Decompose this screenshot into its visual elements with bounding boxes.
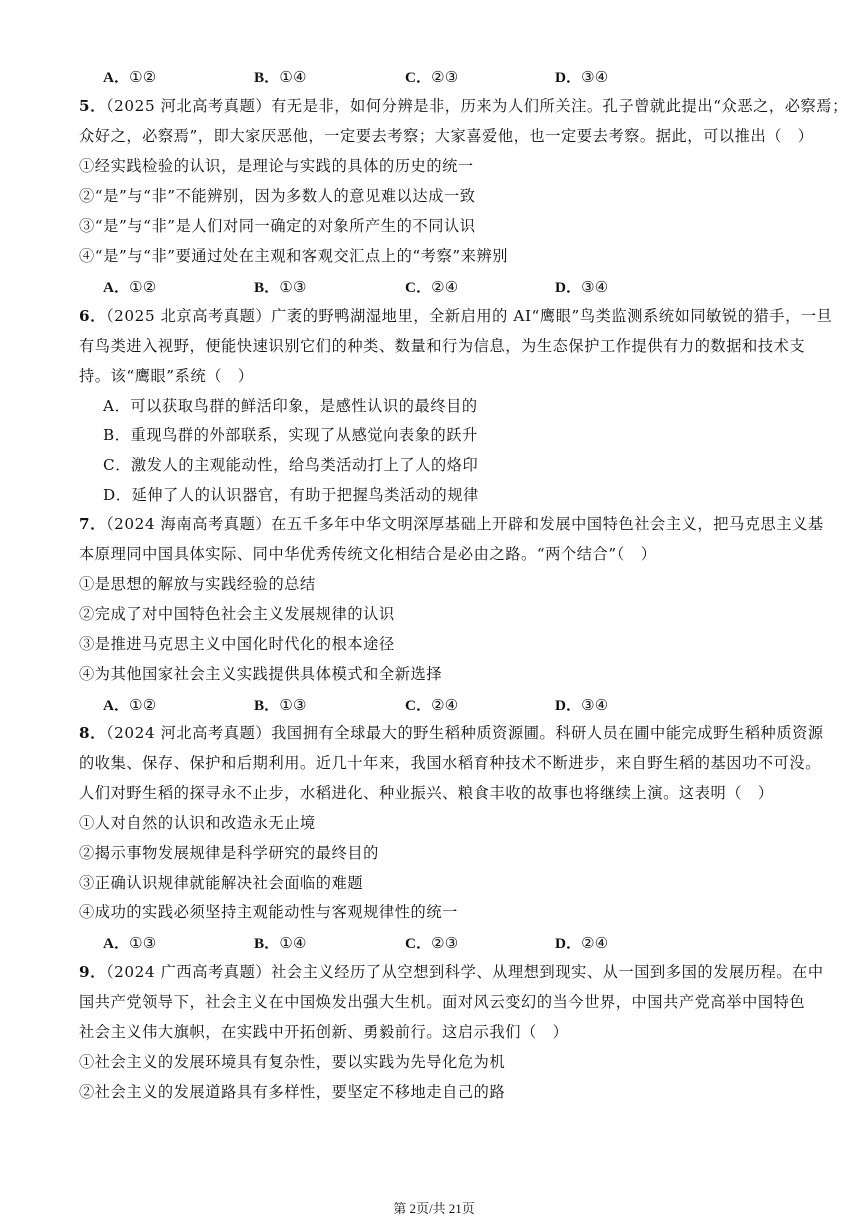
q7-options bbox=[79, 694, 799, 714]
option-b: B．①④ bbox=[254, 934, 307, 952]
q5-statement-1: ①经实践检验的认识，是理论与实践的具体的历史的统一 bbox=[79, 157, 474, 175]
q8-statement-4: ④成功的实践必须坚持主观能动性与客观规律性的统一 bbox=[79, 903, 458, 921]
option-d: D．③④ bbox=[555, 68, 609, 86]
q4-options bbox=[79, 66, 799, 86]
option-b: B．①③ bbox=[254, 278, 307, 296]
q7-statement-4: ④为其他国家社会主义实践提供具体模式和全新选择 bbox=[79, 665, 443, 683]
q9-stem-line-1: 9．（2024 广西高考真题）社会主义经历了从空想到科学、从理想到现实、从一国到多国的发展历程。在中 bbox=[79, 963, 824, 981]
q8-statement-1: ①人对自然的认识和改造永无止境 bbox=[79, 814, 316, 832]
q6-stem-line-2: 有鸟类进入视野，便能快速识别它们的种类、数量和行为信息，为生态保护工作提供有力的数据和技术支 bbox=[79, 337, 806, 355]
q5-stem-line-1: 5．（2025 河北高考真题）有无是非，如何分辨是非，历来为人们所关注。孔子曾就此提出“众恶之，必察焉； bbox=[79, 97, 848, 115]
q8-stem-line-3: 人们对野生稻的探寻永不止步，水稻进化、种业振兴、粮食丰收的故事也将继续上演。这表明（ ） bbox=[79, 784, 774, 802]
q6-choice-a: A．可以获取鸟群的鲜活印象，是感性认识的最终目的 bbox=[103, 397, 478, 415]
q7-statement-3: ③是推进马克思主义中国化时代化的根本途径 bbox=[79, 635, 395, 653]
q9-stem-line-3: 社会主义伟大旗帜，在实践中开拓创新、勇毅前行。这启示我们（ ） bbox=[79, 1023, 569, 1041]
q5-statement-4: ④“是”与“非”要通过处在主观和客观交汇点上的“考察”来辨别 bbox=[79, 247, 509, 265]
q6-choice-d: D．延伸了人的认识器官，有助于把握鸟类活动的规律 bbox=[103, 486, 479, 504]
option-c: C．②④ bbox=[405, 696, 459, 714]
q7-stem-line-1: 7．（2024 海南高考真题）在五千多年中华文明深厚基础上开辟和发展中国特色社会主义，把马克思主义基 bbox=[79, 515, 824, 533]
option-a: A．①③ bbox=[103, 934, 157, 952]
q9-statement-1: ①社会主义的发展环境具有复杂性，要以实践为先导化危为机 bbox=[79, 1053, 506, 1071]
q5-options bbox=[79, 276, 799, 296]
option-a: A．①② bbox=[103, 68, 157, 86]
option-a: A．①② bbox=[103, 278, 157, 296]
q9-statement-2: ②社会主义的发展道路具有多样性，要坚定不移地走自己的路 bbox=[79, 1083, 506, 1101]
option-a: A．①② bbox=[103, 696, 157, 714]
option-d: D．③④ bbox=[555, 278, 609, 296]
q5-statement-2: ②“是”与“非”不能辨别，因为多数人的意见难以达成一致 bbox=[79, 187, 476, 205]
q9-stem-line-2: 国共产党领导下，社会主义在中国焕发出强大生机。面对风云变幻的当今世界，中国共产党高举中国特色 bbox=[79, 993, 806, 1011]
q6-stem-line-1: 6．（2025 北京高考真题）广袤的野鸭湖湿地里，全新启用的 AI“鹰眼”鸟类监测系统如同敏锐的猎手，一旦 bbox=[79, 307, 833, 325]
q5-statement-3: ③“是”与“非”是人们对同一确定的对象所产生的不同认识 bbox=[79, 217, 476, 235]
option-b: B．①③ bbox=[254, 696, 307, 714]
q7-statement-1: ①是思想的解放与实践经验的总结 bbox=[79, 575, 316, 593]
q6-choice-b: B．重现鸟群的外部联系，实现了从感觉向表象的跃升 bbox=[103, 426, 478, 444]
page-footer: 第 2页/共 21页 bbox=[393, 1201, 475, 1216]
option-c: C．②④ bbox=[405, 278, 459, 296]
q8-statement-2: ②揭示事物发展规律是科学研究的最终目的 bbox=[79, 844, 379, 862]
q6-choice-c: C．激发人的主观能动性，给鸟类活动打上了人的烙印 bbox=[103, 456, 479, 474]
q8-statement-3: ③正确认识规律就能解决社会面临的难题 bbox=[79, 874, 364, 892]
option-c: C．②③ bbox=[405, 934, 459, 952]
option-d: D．③④ bbox=[555, 696, 609, 714]
q6-stem-line-3: 持。该“鹰眼”系统（ ） bbox=[79, 367, 254, 385]
q8-options bbox=[79, 932, 799, 952]
option-d: D．②④ bbox=[555, 934, 609, 952]
option-c: C．②③ bbox=[405, 68, 459, 86]
q7-stem-line-2: 本原理同中国具体实际、同中华优秀传统文化相结合是必由之路。“两个结合”（ ） bbox=[79, 545, 657, 563]
option-b: B．①④ bbox=[254, 68, 307, 86]
q7-statement-2: ②完成了对中国特色社会主义发展规律的认识 bbox=[79, 605, 395, 623]
q8-stem-line-2: 的收集、保存、保护和后期利用。近几十年来，我国水稻育种技术不断进步，来自野生稻的基因功不可没。 bbox=[79, 754, 822, 772]
q8-stem-line-1: 8．（2024 河北高考真题）我国拥有全球最大的野生稻种质资源圃。科研人员在圃中能完成野生稻种质资源 bbox=[79, 724, 824, 742]
q5-stem-line-2: 众好之，必察焉”，即大家厌恶他，一定要去考察；大家喜爱他，也一定要去考察。据此，可以推出（ ） bbox=[79, 127, 814, 145]
